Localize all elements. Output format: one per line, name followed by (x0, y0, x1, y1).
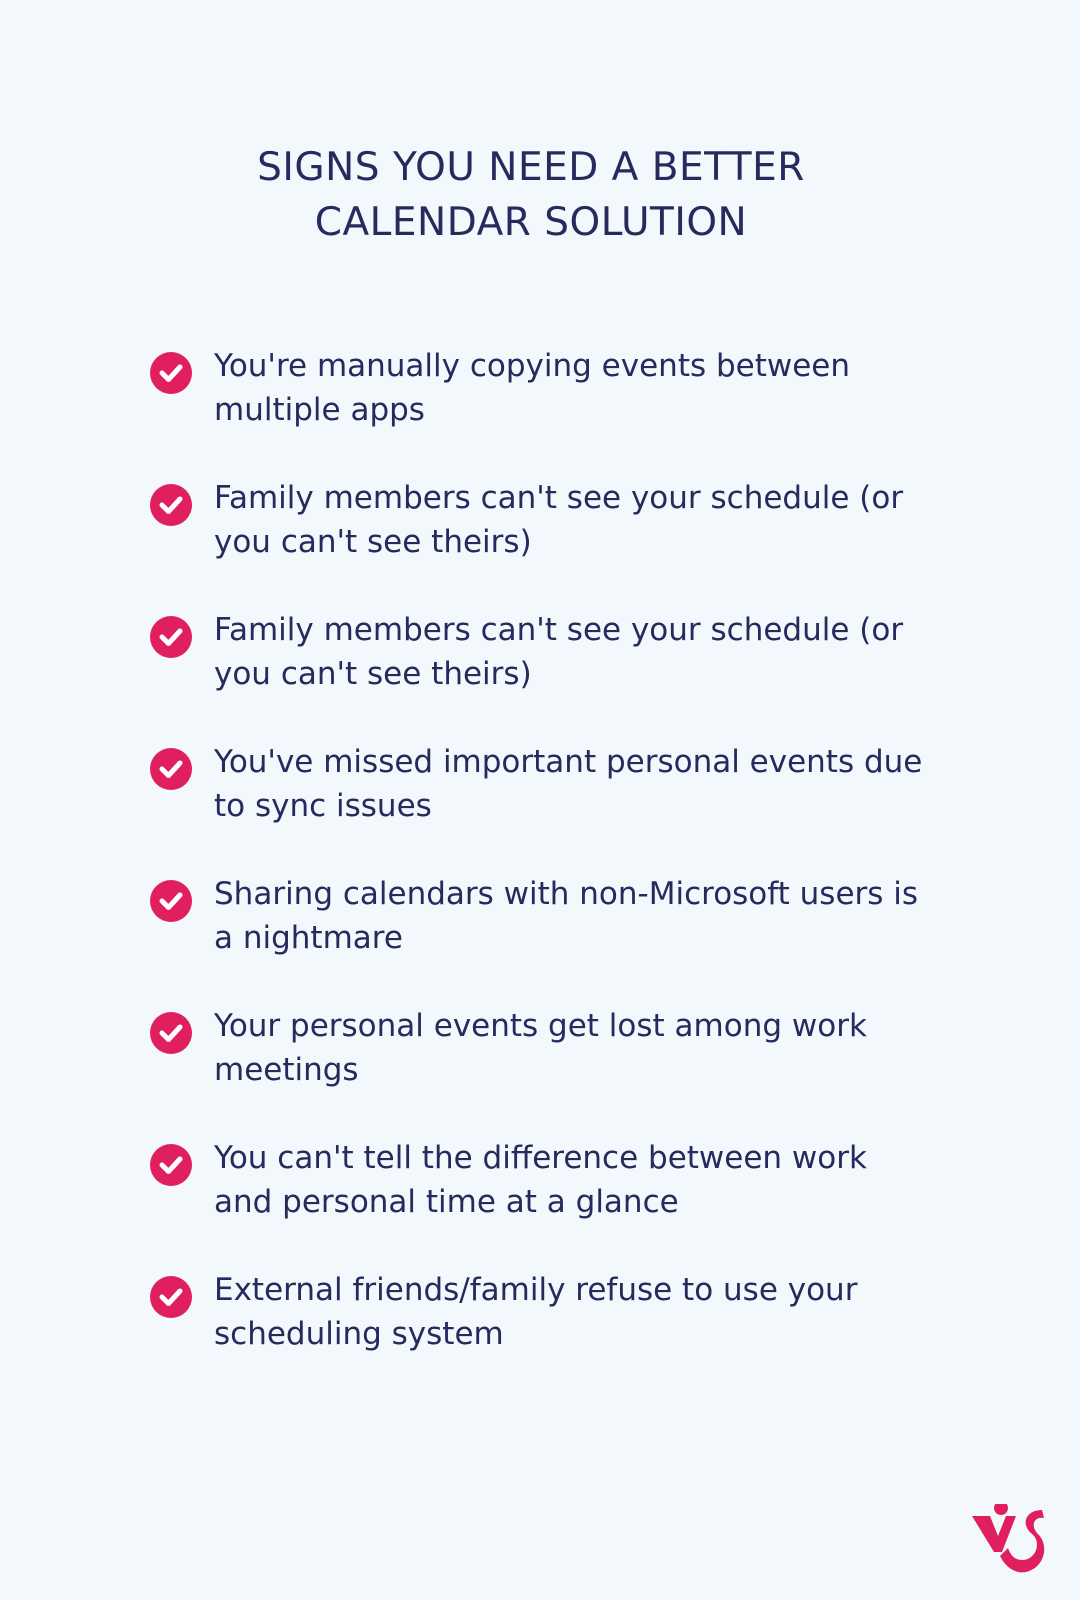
list-item (150, 872, 930, 1004)
list-item-text: External friends/family refuse to use your scheduling system (214, 1272, 858, 1352)
list-item (150, 344, 930, 476)
check-circle-icon (150, 352, 192, 394)
brand-logo (972, 1504, 1048, 1574)
list-item (150, 1268, 930, 1400)
list-item (150, 476, 930, 608)
list-item-text: Family members can't see your schedule (or you can't see theirs) (214, 480, 904, 560)
list-item (150, 1136, 930, 1268)
list-item-text: Sharing calendars with non-Microsoft users is a nightmare (214, 876, 919, 956)
signs-list (150, 344, 930, 1400)
title-line-1: SIGNS YOU NEED A BETTER (257, 145, 805, 190)
check-circle-icon (150, 880, 192, 922)
list-item-text: Your personal events get lost among work meetings (214, 1008, 867, 1088)
check-circle-icon (150, 748, 192, 790)
list-item-text: Family members can't see your schedule (or you can't see theirs) (214, 612, 904, 692)
list-item-text: You can't tell the difference between work and personal time at a glance (214, 1140, 867, 1220)
page-title (0, 140, 1062, 250)
check-circle-icon (150, 616, 192, 658)
check-circle-icon (150, 484, 192, 526)
list-item (150, 1004, 930, 1136)
list-item (150, 740, 930, 872)
check-circle-icon (150, 1144, 192, 1186)
title-line-2: CALENDAR SOLUTION (314, 200, 748, 245)
check-circle-icon (150, 1276, 192, 1318)
list-item (150, 608, 930, 740)
check-circle-icon (150, 1012, 192, 1054)
list-item-text: You're manually copying events between multiple apps (214, 348, 851, 428)
list-item-text: You've missed important personal events due to sync issues (214, 744, 923, 824)
